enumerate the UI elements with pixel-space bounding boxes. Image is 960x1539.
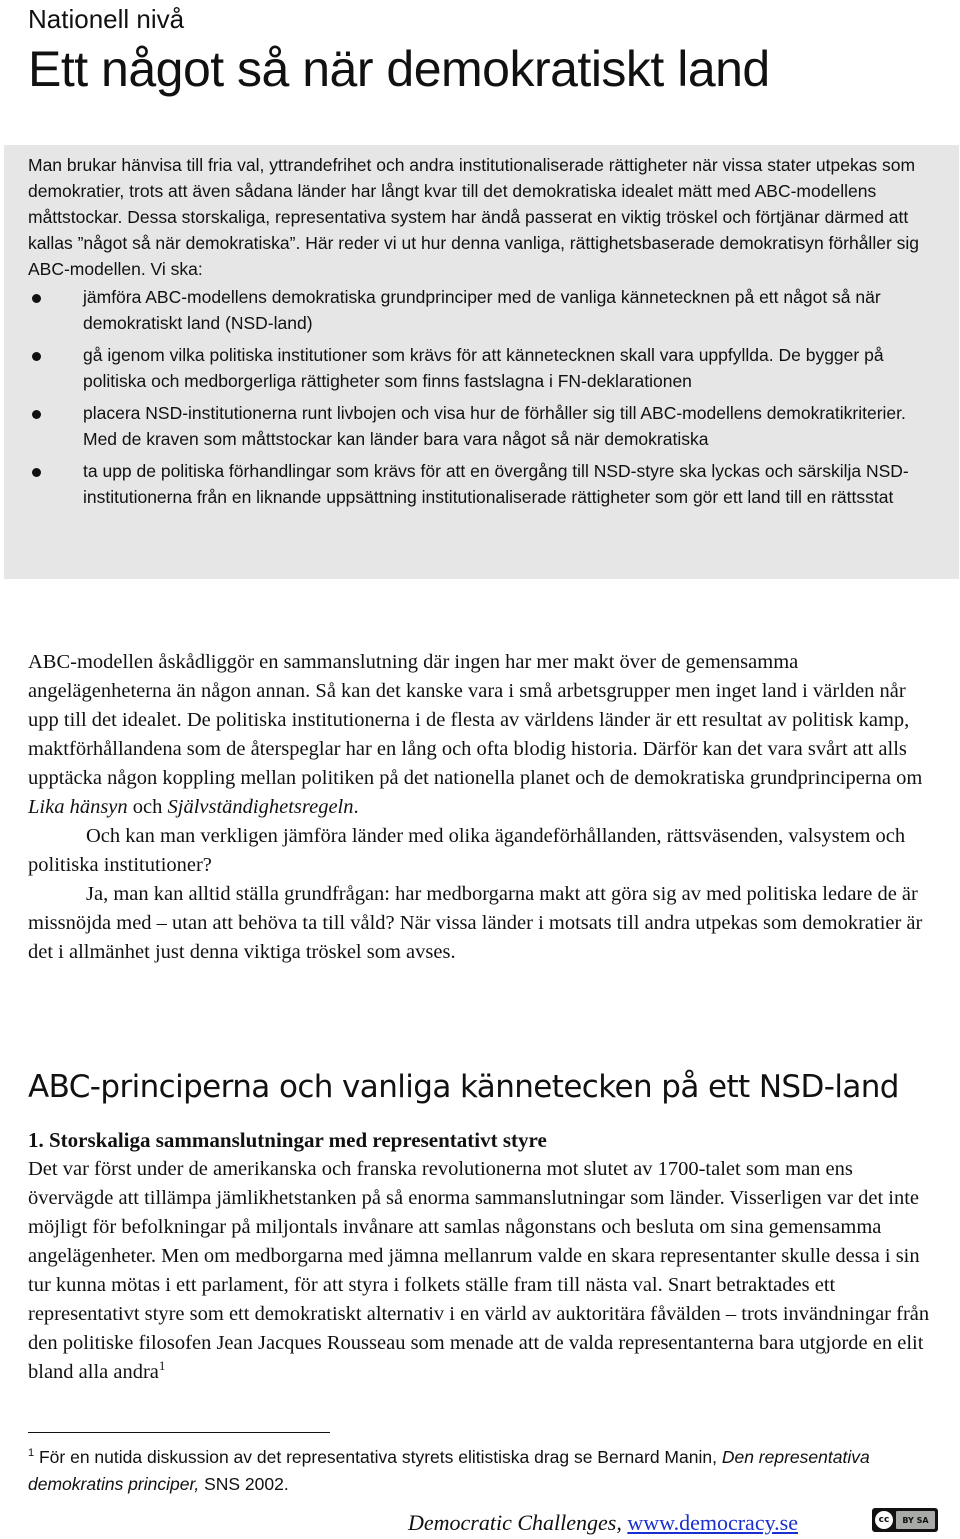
bullet-icon bbox=[32, 410, 41, 419]
paragraph: ABC-modellen åskådliggör en sammanslutning där ingen har mer makt över de gemensamma angelägenheterna än någon annan. Så kan det kanske vara i små arbetsgrupper men inget land i världen når upp till det idealet. De politiska institutionerna i de flesta av världens länder är ett resultat av politisk kamp, maktförhållandena som de återspeglar har en lång och ofta blodig historia. Därför kan det vara svårt att alls upptäcka någon koppling mellan politiken på det nationella planet och de demokratiska grundprinciperna om Lika hänsyn och Självständighetsregeln. bbox=[28, 651, 923, 818]
list-item: ta upp de politiska förhandlingar som krävs för att en övergång till NSD-styre ska lyckas och särskilja NSD-institutionerna från en liknande uppsättning institutionaliserade rättigheter som gör ett land till en rättsstat bbox=[28, 458, 943, 510]
cc-license-icon[interactable] bbox=[872, 1508, 938, 1532]
section-heading: ABC-principerna och vanliga kännetecken på ett NSD-land bbox=[28, 1069, 899, 1105]
list-item: placera NSD-institutionerna runt livbojen och visa hur de förhåller sig till ABC-modellens demokratikriterier. Med de kraven som måttstockar kan länder bara vara något så när demokratiska bbox=[28, 400, 943, 452]
list-item: gå igenom vilka politiska institutioner som krävs för att kännetecknen skall vara uppfyllda. De bygger på politiska och medborgerliga rättigheter som finns fastslagna i FN-deklarationen bbox=[28, 342, 943, 394]
list-item: jämföra ABC-modellens demokratiska grundprinciper med de vanliga kännetecknen på ett något så när demokratiskt land (NSD-land) bbox=[28, 284, 943, 336]
subsection-heading: 1. Storskaliga sammanslutningar med representativt styre bbox=[28, 1128, 547, 1152]
paragraph: Och kan man verkligen jämföra länder med olika ägandeförhållanden, rättsväsenden, valsystem och politiska institutioner? bbox=[28, 825, 906, 876]
bullet-icon bbox=[32, 468, 41, 477]
footnote-ref[interactable]: 1 bbox=[158, 1358, 166, 1374]
footer-credit bbox=[408, 1509, 798, 1537]
footnote-divider bbox=[28, 1432, 330, 1433]
bullet-icon bbox=[32, 294, 41, 303]
cc-attribution-icon: BY SA bbox=[896, 1511, 935, 1529]
footnote: $^1$ För en nutida diskussion av det representativa styrets elitistiska drag se Bernard Manin, Den representativa demokratins principer, SNS 2002. bbox=[28, 1447, 870, 1494]
section-kicker: Nationell nivå bbox=[28, 4, 185, 34]
paragraph: Det var först under de amerikanska och franska revolutionerna mot slutet av 1700-talet som man ens övervägde att tillämpa jämlikhetstanken på så enorma sammanslutningar som länder. Visserligen var det inte möjligt för befolkningar på miljontals invånare att samlas någonstans och besluta om sina gemensamma angelägenheter. Men om medborgarna med jämna mellanrum valde en skara representanter skulle dessa i sin tur kunna mötas i ett parlament, för att styra i folkets ställe fram till nästa val. Snart betraktades ett representativt styre som ett demokratiskt alternativ i en värld av auktoritära fåvälden – trots invändningar från den politiske filosofen Jean Jacques Rousseau som menade att de valda representanterna bara utgjorde en elit bland alla andra$^1$ bbox=[28, 1158, 930, 1383]
footer-label: Democratic Challenges, bbox=[408, 1510, 622, 1535]
body-text bbox=[28, 648, 933, 967]
summary-box bbox=[4, 145, 959, 579]
footer-link[interactable]: www.democracy.se bbox=[627, 1510, 798, 1535]
paragraph: Ja, man kan alltid ställa grundfrågan: har medborgarna makt att göra sig av med politiska ledare de är missnöjda med – utan att behöva ta till våld? När vissa länder i motsats till andra utpekas som demokratier är det i allmänhet just denna viktiga tröskel som avses. bbox=[28, 883, 923, 963]
summary-intro: Man brukar hänvisa till fria val, yttrandefrihet och andra institutionaliserade rättigheter när vissa stater utpekas som demokratier, trots att även sådana länder har långt kvar till det demokratiska idealet mätt med ABC-modellens måttstockar. Dessa storskaliga, representativa system har ändå passerat en viktig tröskel och förtjänar därmed att kallas ”något så när demokratiska”. Här reder vi ut hur denna vanliga, rättighetsbaserade demokratisyn förhåller sig ABC-modellen. Vi ska: bbox=[28, 155, 920, 279]
section-body bbox=[28, 1126, 933, 1387]
bullet-icon bbox=[32, 352, 41, 361]
page-title: Ett något så när demokratiskt land bbox=[28, 41, 770, 97]
summary-list bbox=[28, 284, 943, 510]
cc-logo-icon: cc bbox=[875, 1511, 893, 1529]
